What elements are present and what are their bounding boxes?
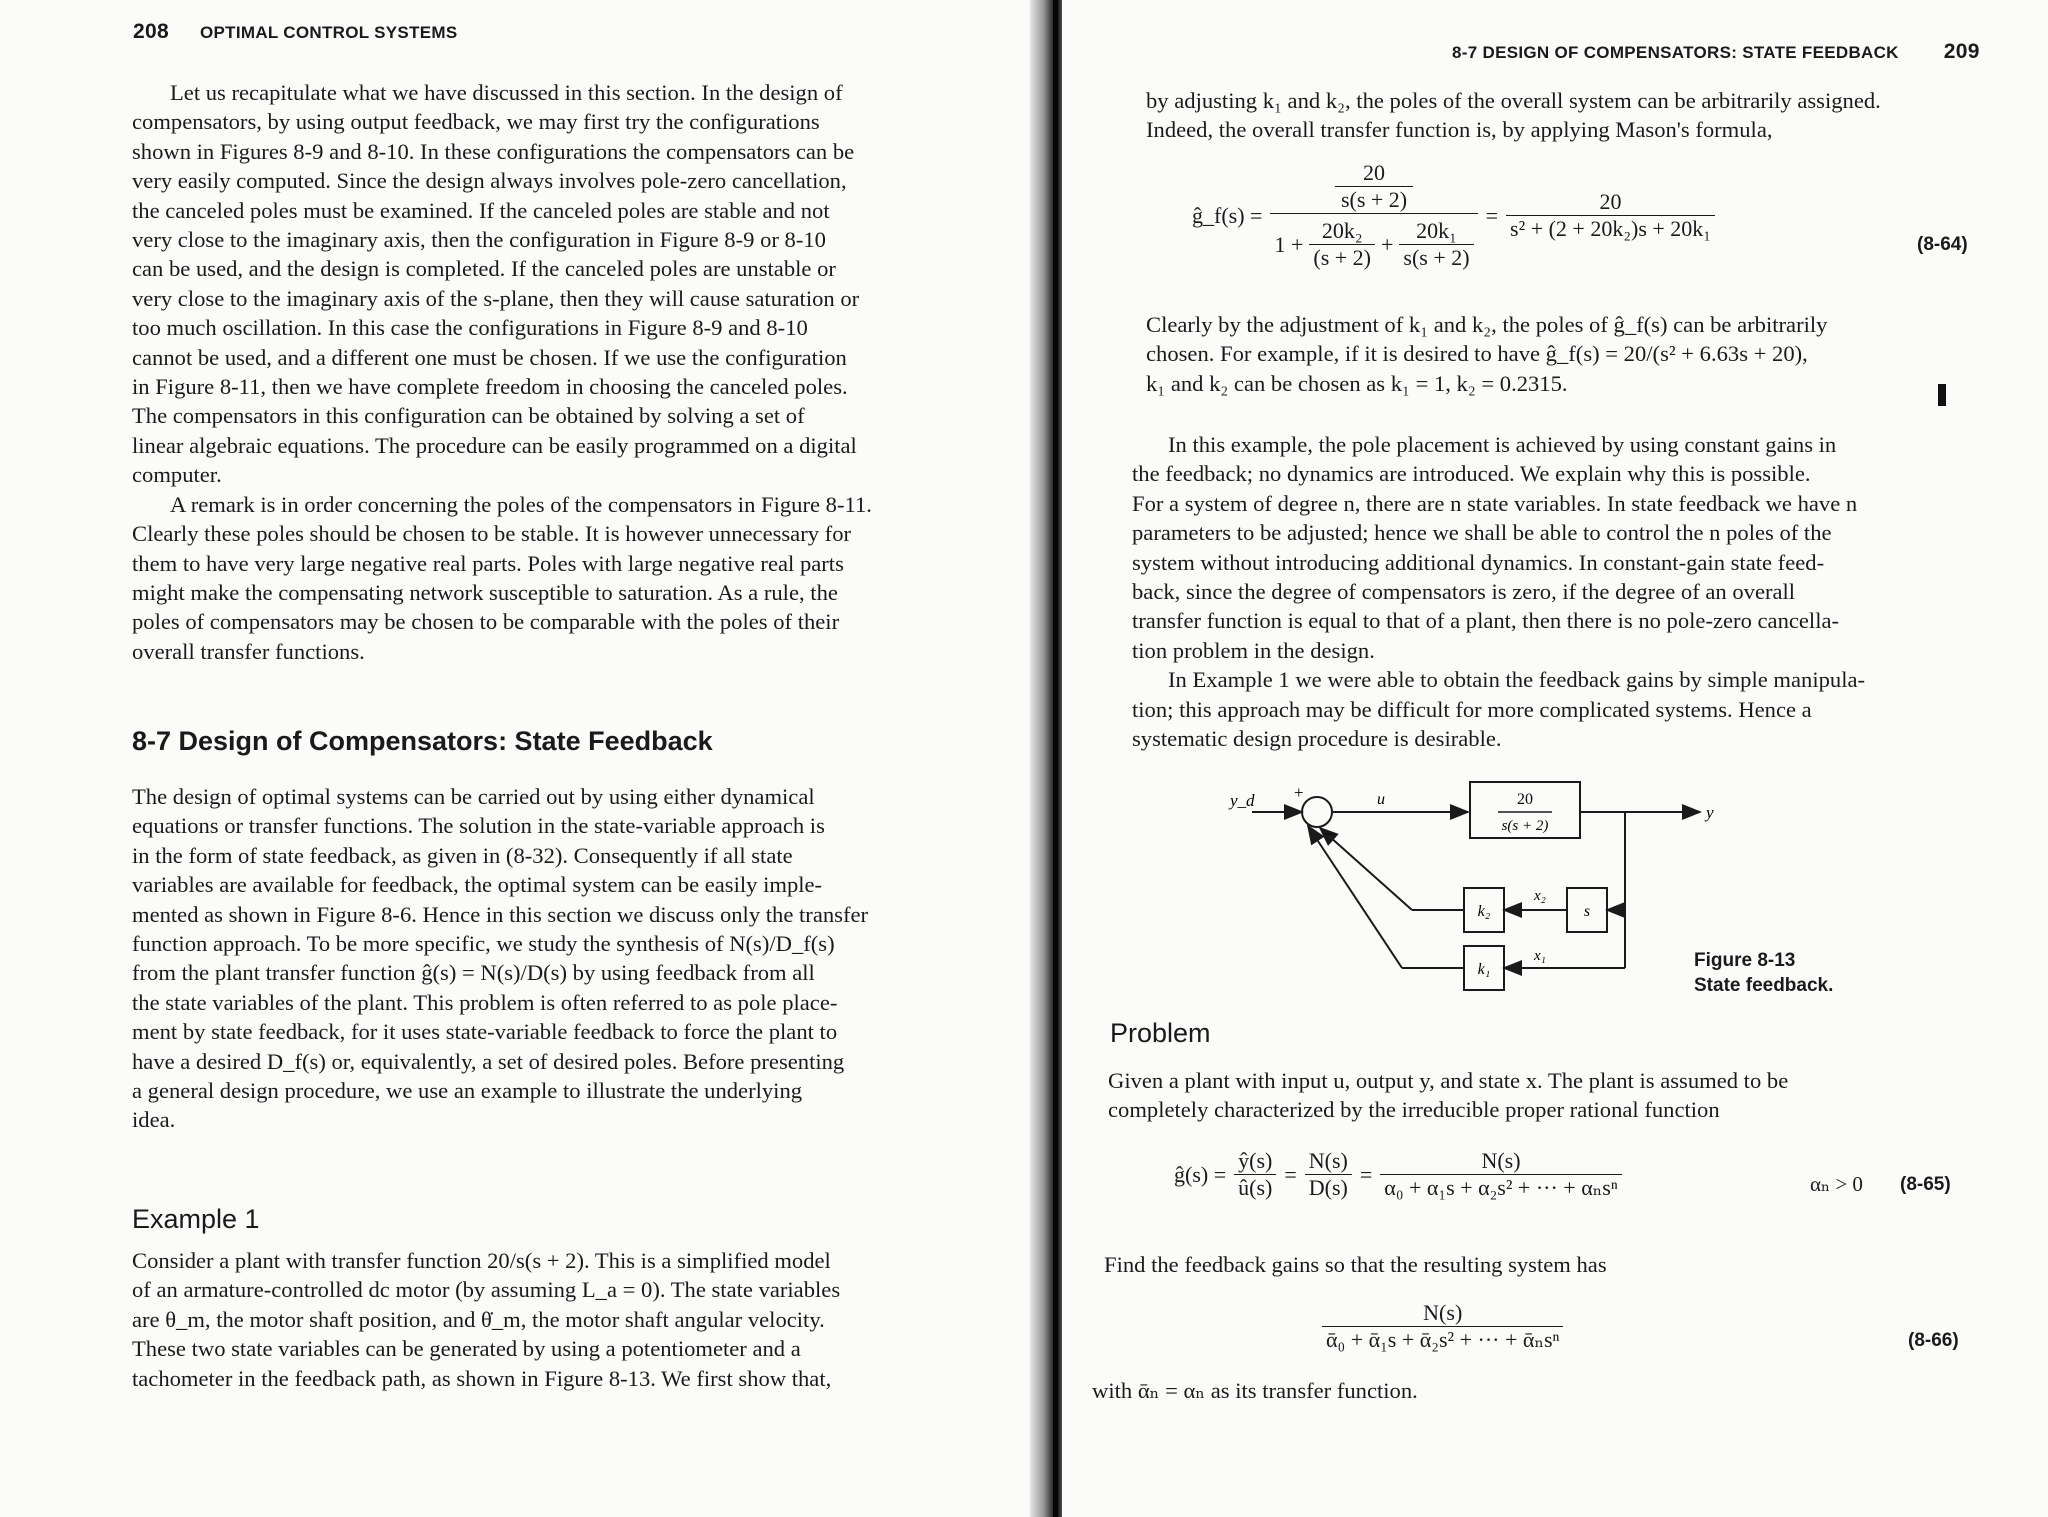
text-line: Clearly these poles should be chosen to be stable. It is however unnecessary for — [132, 521, 852, 547]
eq64-top-den: s(s + 2) — [1335, 186, 1413, 213]
text-line: are θ_m, the motor shaft position, and θ̇_m, the motor shaft angular velocity. — [132, 1306, 825, 1332]
text-line: might make the compensating network susceptible to saturation. As a rule, the — [132, 579, 838, 605]
k2-label: k₂ — [1477, 903, 1491, 920]
text-line: In Example 1 we were able to obtain the feedback gains by simple manipula- — [1168, 667, 1866, 693]
equation-8-65 — [1174, 1148, 1794, 1201]
equation-8-64 — [1192, 160, 1912, 271]
eq64-equals: = — [1485, 202, 1499, 228]
input-label: y_d — [1230, 791, 1255, 810]
eq64-number: (8-64) — [1917, 234, 1968, 255]
text-line: parameters to be adjusted; hence we shall be able to control the n poles of the — [1132, 520, 1832, 546]
eq64-term1-num: 20k₂ — [1321, 218, 1363, 243]
text-line: shown in Figures 8-9 and 8-10. In these configurations the compensators can be — [132, 138, 855, 164]
text-line: linear algebraic equations. The procedure can be easily programmed on a digital — [132, 432, 857, 458]
gutter-shadow-line — [1053, 0, 1058, 1517]
text-line: computer. — [132, 462, 222, 488]
right-page — [1062, 0, 2048, 1517]
text-line: from the plant transfer function ĝ(s) = N(s)/D(s) by using feedback from all — [132, 960, 815, 986]
eq64-term2-den: s(s + 2) — [1399, 244, 1473, 271]
text-line: function approach. To be more specific, we study the synthesis of N(s)/D_f(s) — [132, 931, 835, 957]
plant-numerator: 20 — [1517, 791, 1533, 808]
eq66-num: N(s) — [1423, 1300, 1463, 1325]
text-line: In this example, the pole placement is achieved by using constant gains in — [1168, 432, 1837, 457]
text-line: variables are available for feedback, the optimal system can be easily imple- — [132, 872, 823, 898]
eq64-term2-num: 20k₁ — [1416, 218, 1457, 243]
text-line: Given a plant with input u, output y, and state x. The plant is assumed to be — [1108, 1068, 1789, 1093]
text-line: very easily computed. Since the design always involves pole-zero cancellation, — [132, 168, 847, 194]
eq66-number: (8-66) — [1908, 1330, 1959, 1351]
eq65-condition: αₙ > 0 — [1810, 1172, 1863, 1196]
text-line: can be used, and the design is completed. If the canceled poles are unstable or — [132, 256, 836, 282]
text-line: the feedback; no dynamics are introduced. We explain why this is possible. — [1132, 461, 1811, 487]
eq64-rhs-den: s² + (2 + 20k₂)s + 20k₁ — [1506, 215, 1715, 242]
text-line: Consider a plant with transfer function 20/s(s + 2). This is a simplified model — [132, 1248, 831, 1273]
text-line: idea. — [132, 1107, 176, 1133]
eq64-main-fraction — [1270, 160, 1477, 271]
right-page-number: 209 — [1943, 40, 1980, 63]
text-line: them to have very large negative real parts. Poles with large negative real parts — [132, 550, 844, 576]
text-line: the state variables of the plant. This problem is often referred to as pole place- — [132, 989, 838, 1015]
text-line: mented as shown in Figure 8-6. Hence in this section we discuss only the transfer — [132, 901, 869, 927]
text-line: cannot be used, and a different one must be chosen. If we use the configuration — [132, 344, 847, 370]
eq65-f3-den: α₀ + α₁s + α₂s² + ··· + αₙsⁿ — [1380, 1174, 1621, 1201]
figure-number: Figure 8-13 — [1694, 950, 1796, 971]
x1-label: x₁ — [1534, 948, 1546, 964]
text-line: tion; this approach may be difficult for more complicated systems. Hence a — [1132, 696, 1812, 722]
eq64-rhs-num: 20 — [1599, 189, 1622, 214]
text-line: Indeed, the overall transfer function is, by applying Mason's formula, — [1146, 117, 1773, 143]
text-line: back, since the degree of compensators is zero, if the degree of an overall — [1132, 579, 1796, 605]
eq65-f1-den: û(s) — [1234, 1174, 1276, 1201]
eq66-den: ᾱ₀ + ᾱ₁s + ᾱ₂s² + ··· + ᾱₙsⁿ — [1322, 1326, 1563, 1353]
plus-sign-label: + — [1294, 783, 1304, 802]
summing-junction — [1302, 797, 1332, 827]
section-paragraph — [132, 782, 962, 1135]
text-line: very close to the imaginary axis of the s-plane, then they will cause saturation or — [132, 285, 860, 311]
eq64-lhs: ĝ_f(s) = — [1192, 202, 1263, 228]
text-line: with ᾱₙ = αₙ as its transfer function. — [1092, 1378, 1418, 1403]
text-line: tachometer in the feedback path, as shown in Figure 8-13. We first show that, — [132, 1365, 832, 1391]
equation-8-66 — [1322, 1300, 1563, 1353]
plant-denominator: s(s + 2) — [1501, 818, 1549, 834]
k1-label: k₁ — [1477, 961, 1491, 978]
example-paragraph — [132, 1246, 962, 1393]
problem-paragraph — [1108, 1066, 2008, 1125]
x2-label: x₂ — [1534, 888, 1546, 904]
text-line: systematic design procedure is desirable. — [1132, 726, 1502, 752]
text-line: Clearly by the adjustment of k₁ and k₂, the poles of ĝ_f(s) can be arbitrarily — [1146, 312, 1828, 337]
eq64-one-plus: 1 + — [1274, 231, 1304, 257]
text-line: Find the feedback gains so that the resulting system has — [1104, 1252, 1607, 1277]
problem-heading: Problem — [1110, 1018, 1211, 1048]
example-heading: Example 1 — [132, 1204, 260, 1234]
text-line: in Figure 8-11, then we have complete freedom in choosing the canceled poles. — [132, 374, 848, 400]
text-line: chosen. For example, if it is desired to have ĝ_f(s) = 20/(s² + 6.63s + 20), — [1146, 341, 1808, 367]
text-line: The design of optimal systems can be carried out by using either dynamical — [132, 784, 815, 809]
text-line: completely characterized by the irreducible proper rational function — [1108, 1097, 1720, 1123]
text-line: by adjusting k₁ and k₂, the poles of the overall system can be arbitrarily assigned. — [1146, 88, 1881, 113]
text-line: system without introducing additional dynamics. In constant-gain state feed- — [1132, 549, 1825, 575]
left-page-number: 208 — [133, 20, 169, 43]
text-line: very close to the imaginary axis, then the configuration in Figure 8-9 or 8-10 — [132, 227, 826, 253]
eq65-f2-num: N(s) — [1308, 1148, 1348, 1173]
eq64-top-num: 20 — [1363, 160, 1386, 185]
section-heading: 8-7 Design of Compensators: State Feedback — [132, 726, 713, 756]
eq64-term1-den: (s + 2) — [1309, 244, 1375, 271]
eq64-plus: + — [1381, 231, 1394, 257]
text-line: overall transfer functions. — [132, 638, 365, 664]
eq65-f3-num: N(s) — [1481, 1148, 1521, 1173]
text-line: of an armature-controlled dc motor (by assuming L_a = 0). The state variables — [132, 1277, 841, 1303]
text-line: k₁ and k₂ can be chosen as k₁ = 1, k₂ = 0.2315. — [1146, 370, 1568, 396]
text-line: in the form of state feedback, as given in (8-32). Consequently if all state — [132, 842, 793, 868]
right-running-head — [1452, 40, 1980, 64]
text-line: ment by state feedback, for it uses state-variable feedback to force the plant to — [132, 1019, 838, 1045]
eq65-f1-num: ŷ(s) — [1238, 1148, 1273, 1173]
minus-sign-label: − — [1324, 824, 1335, 844]
left-running-head — [133, 20, 458, 44]
eq65-equals-a: = — [1284, 1161, 1297, 1187]
end-of-example-mark — [1938, 384, 1946, 406]
text-line: The compensators in this configuration can be obtained by solving a set of — [132, 403, 805, 429]
text-line: For a system of degree n, there are n state variables. In state feedback we have n — [1132, 490, 1858, 516]
with-line — [1092, 1376, 1992, 1405]
eq65-equals-b: = — [1359, 1161, 1373, 1187]
find-line — [1104, 1250, 2004, 1279]
text-line: poles of compensators may be chosen to be comparable with the poles of their — [132, 609, 840, 635]
text-line: have a desired D_f(s) or, equivalently, a set of desired poles. Before presenting — [132, 1048, 845, 1074]
eq65-lhs: ĝ(s) = — [1174, 1161, 1227, 1187]
text-line: These two state variables can be generated by using a potentiometer and a — [132, 1336, 801, 1362]
clearly-paragraph — [1146, 310, 1996, 398]
text-line: a general design procedure, we use an example to illustrate the underlying — [132, 1078, 803, 1104]
text-line: A remark is in order concerning the poles of the compensators in Figure 8-11. — [170, 491, 872, 517]
pole-placement-paragraph — [1132, 430, 1998, 753]
figure-caption-text: State feedback. — [1694, 975, 1834, 996]
text-line: too much oscillation. In this case the configurations in Figure 8-9 and 8-10 — [132, 315, 808, 341]
right-running-head-title: 8-7 DESIGN OF COMPENSATORS: STATE FEEDBACK — [1452, 43, 1899, 62]
control-signal-label: u — [1377, 791, 1385, 808]
text-line: equations or transfer functions. The solution in the state-variable approach is — [132, 813, 825, 839]
text-line: Let us recapitulate what we have discussed in this section. In the design of — [170, 80, 843, 105]
left-running-head-title: OPTIMAL CONTROL SYSTEMS — [199, 23, 458, 42]
text-line: tion problem in the design. — [1132, 637, 1375, 663]
state-feedback-block-diagram — [1222, 770, 1742, 1020]
text-line: transfer function is equal to that of a plant, then there is no pole-zero cancella- — [1132, 608, 1840, 634]
intro-paragraph — [1146, 86, 1996, 145]
eq64-rhs-fraction — [1506, 189, 1715, 242]
eq65-f2-den: D(s) — [1305, 1174, 1352, 1201]
output-label: y — [1706, 803, 1714, 822]
text-line: the canceled poles must be examined. If the canceled poles are stable and not — [132, 197, 830, 223]
s-block-label: s — [1583, 903, 1591, 920]
figure-caption — [1694, 948, 1833, 998]
recap-paragraph — [132, 78, 962, 666]
text-line: compensators, by using output feedback, we may first try the configurations — [132, 109, 820, 135]
eq65-number: (8-65) — [1900, 1174, 1951, 1195]
